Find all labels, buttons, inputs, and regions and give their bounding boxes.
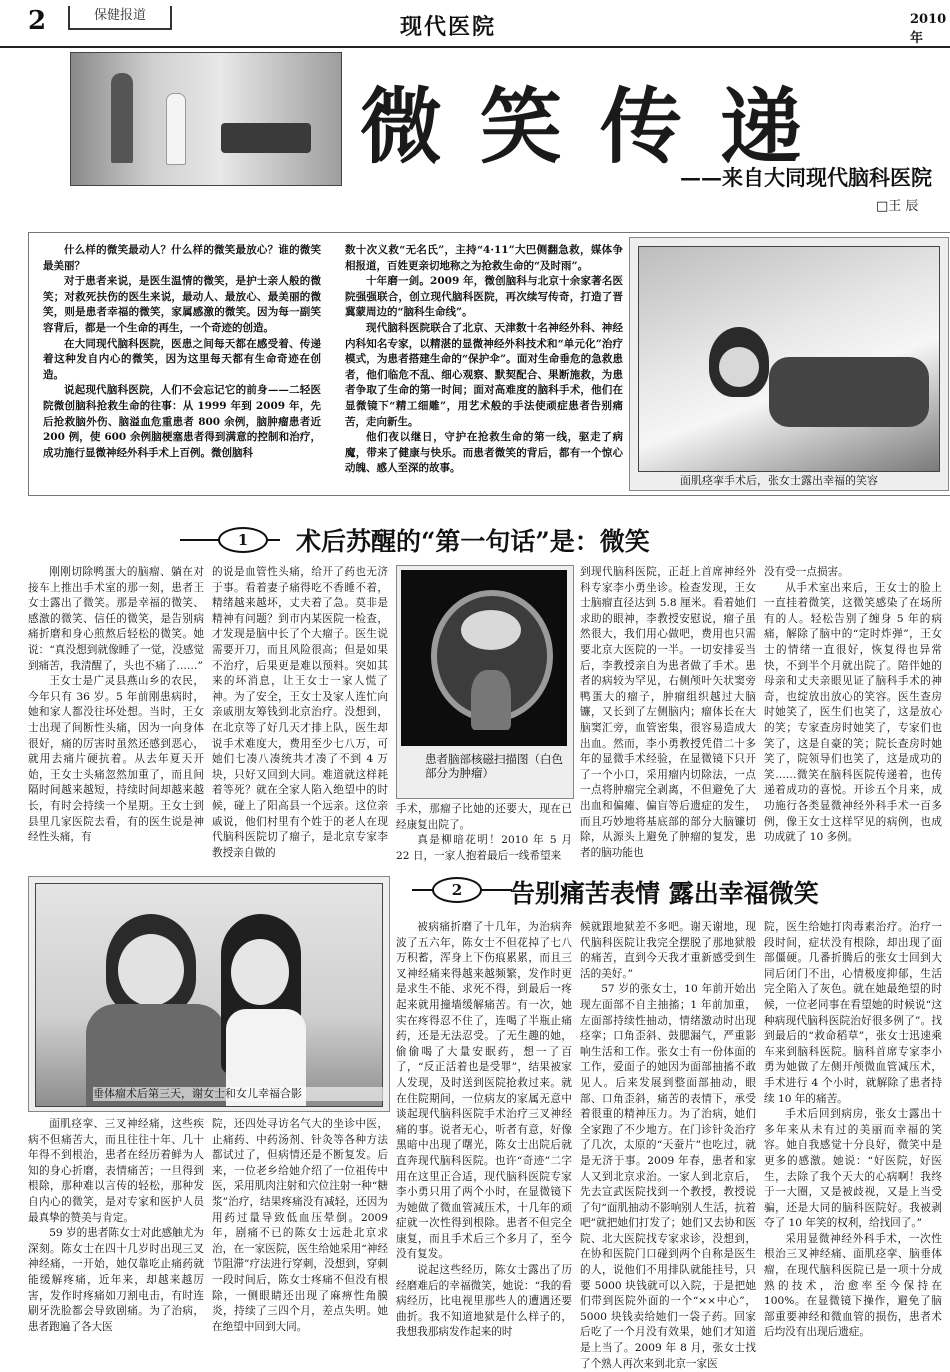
article-author: □王 辰: [876, 199, 919, 214]
section-2-column-5: [764, 920, 942, 1341]
paragraph: 院，还四处寻访名气大的坐诊中医，止痛药、中药汤剂、针灸等各种方法都试过了，但病情还是不断复发。后来，一位老乡给她介绍了一位祖传中医，采用肌肉注射和穴位注射一种“糖浆”治疗，结果疼痛没有减轻，还因为用药过量导致低血压晕倒。2009 年，剧痛不已的陈女士远赴北京求治，在一家医院，医生给她采用“神经节阻滞”疗法进行穿刺，没想到，穿刺一段时间后，陈女士疼痛不但没有根除，一侧眼睛还出现了麻痹性角膜炎，持续了三四个月，差点失明。她在绝望中回到大同。: [212, 1118, 388, 1333]
intro-paragraph: 十年磨一剑。2009 年，微创脑科与北京十余家著名医院强强联合，创立现代脑科医院，再次续写传奇，打造了晋冀蒙周边的“脑科生命线”。: [345, 275, 623, 319]
intro-paragraph: 对于患者来说，是医生温情的微笑，是护士亲人般的微笑；对救死扶伤的医生来说，最动人、最放心、最美丽的微笑，则是患者幸福的微笑，家属感激的微笑。因为每一副笑容背后，都是一个生命的再生，一个奇迹的创造。: [43, 275, 321, 334]
section-1-column-4: [580, 565, 756, 861]
intro-paragraph: 他们夜以继日，守护在抢救生命的第一线，驱走了病魔，带来了健康与快乐。而患者微笑的背后，都有一个惊心动魄、感人至深的故事。: [345, 431, 623, 475]
intro-box: [28, 232, 950, 496]
patient-photo-frame: [629, 237, 949, 491]
section-1-title: 术后苏醒的“第一句话”是：微笑: [296, 527, 650, 556]
paragraph: 没有受一点损害。: [764, 566, 849, 578]
section-tag: 保健报道: [68, 6, 172, 30]
section-1-column-5: [764, 565, 942, 846]
mother-daughter-photo: [35, 883, 383, 1107]
section-2-number: 2: [432, 877, 482, 903]
intro-column-1: [43, 243, 321, 461]
paragraph: 候就跟地狱差不多吧。谢天谢地，现代脑科医院让我完全摆脱了那地狱般的痛苦，直到今天我才重新感受到生活的美好。”: [580, 921, 756, 980]
paragraph: 手术后回到病房，张女士露出十多年来从未有过的美丽而幸福的笑容。她自我感觉十分良好，微笑中是更多的感激。她说：“好医院，好医生，去除了我个天大的心病啊！我终于一大圈，又是被歧视，又是上当受骗，还是大同的脑科医院好。我被剥夺了 10 年笑的权利，给找回了。”: [764, 1108, 942, 1230]
header-rule: [0, 46, 950, 48]
article-subtitle: ——来自大同现代脑科医院: [680, 165, 932, 190]
section-1-number: 1: [218, 527, 268, 553]
mri-frame: [396, 565, 574, 799]
top-photo-caption: 面肌痉挛手术后，张女士露出幸福的笑容: [680, 474, 878, 487]
paragraph: 57 岁的张女士，10 年前开始出现左面部不自主抽搐；1 年前加重，左面部持续性抽动，情绪激动时出现痉挛；口角歪斜、鼓腮漏气，严重影响生活和工作。张女士有一份体面的工作，爱面子的她因为面部抽搐不敢见人。后来发展到整面部抽动，眼部、口角歪斜，痛苦的表情下，承受着很重的精神压力。为了治病，她们全家跑了不少地方。在门诊针灸治疗了几次，太原的“天蚕片”也吃过，就是无济于事。2009 年春，患者和家人又到北京求治。一家人到北京后，先去宣武医院找到一个教授，教授说了句“面肌抽动不影响别人生活，抗着吧”就把她们打发了；她们又去协和医院、北大医院找专家求诊，没想到，在协和医院门口碰到两个自称是医生的人，说他们不用排队就能挂号，只要 5000 块钱就可以入院，于是把她们带到医院外面的一个“××中心”，5000 块钱卖给她们一袋子药。回家后吃了一个月没有效果，她们才知道是上当了。2009 年 8 月，张女士找了个熟人再次来到北京一家医: [580, 983, 756, 1370]
section-2-title: 告别痛苦表情 露出幸福微笑: [510, 879, 819, 908]
paragraph: 到现代脑科医院，正赶上首席神经外科专家李小勇坐诊。检查发现，王女士脑瘤直径达到 5.8 厘米。看着她们求助的眼神，李教授安慰说，瘤子虽然很大，我们用心做吧，费用也只需要北京大医院的一半。一切安排妥当后，李教授亲自为患者做了手术。患者的病较为罕见，右侧颅叶矢状窦旁鸭蛋大的瘤子，肿瘤组织越过大脑镰，又长到了左侧脑内；瘤体长在大脑窦汇旁，血管密集，很容易造成大出血。然而，李小勇教授凭借二十多年的显微手术经验，在显微镜下只开了一个小口，采用瘤内切除法，一点一点将肿瘤完全剥离，不但避免了大出血和偏瘫、偏盲等后遗症的发生，而且巧妙地将基底部的部分大脑镰切除，从源头上避免了肿瘤的复发，患者的脑功能也: [580, 566, 756, 859]
patient-in-bed-photo: [638, 246, 940, 472]
section-1-column-3: [396, 802, 572, 864]
paragraph: 刚刚切除鸭蛋大的脑瘤、躺在对接车上推出手术室的那一刻，患者王女士露出了微笑。那是幸福的微笑、感激的微笑、信任的微笑，是告别病痛折磨和身心煎熬后轻松的微笑。她说：“真没想到就像睡了一觉，没感觉到痛苦，我清醒了，头也不痛了……”: [28, 566, 204, 672]
intro-paragraph: 现代脑科医院联合了北京、天津数十名神经外科、神经内科知名专家，以精湛的显微神经外科技术和“单元化”治疗模式，为患者搭建生命的“保护伞”。面对生命垂危的急救患者，他们临危不乱、细心观察、默契配合、果断施救，为患者争取了生命的第一时间；面对高难度的脑科手术，他们在显微镜下“精工细雕”，用艺术般的手法使顽症患者告别痛苦，走向新生。: [345, 321, 623, 428]
paragraph: 手术，那瘤子比她的还要大，现在已经康复出院了。: [396, 803, 572, 831]
section-2-column-3: [396, 920, 572, 1341]
section-2-column-1: [28, 1117, 204, 1335]
article-title: 微笑传递: [360, 79, 841, 175]
paragraph: 采用显微神经外科手术，一次性根治三叉神经痛、面肌痉挛、脑垂体瘤，在现代脑科医院已是一项十分成熟的技术，治愈率至今保持在 100%。在显微镜下操作，避免了脑部重要神经和微血管的损伤，患者术后均没有出现后遗症。: [764, 1232, 942, 1339]
paper-name: 现代医院: [400, 14, 497, 40]
intro-paragraph: 说起现代脑科医院，人们不会忘记它的前身——二轻医院微创脑科抢救生命的往事：从 1999 年到 2009 年，先后抢救脑外伤、脑溢血危重患者 800 余例，脑肿瘤患者近 200 例，使 600 余例脑梗塞患者得到满意的控制和治疗，成功施行显微神经外科手术上百例。微创脑科: [43, 384, 321, 459]
mother-daughter-photo-frame: [28, 876, 390, 1112]
section-2-column-4: [580, 920, 756, 1372]
section-1-column-2: [212, 565, 388, 861]
paragraph: 院，医生给她打肉毒素治疗。治疗一段时间，症状没有根除，却出现了面部僵硬。几番折腾后的张女士回到大同后闭门不出，心情极度抑郁，生活完全陷入了灰色。就在她最绝望的时候，一位老同事在看望她的时候说“这种病现代脑科医院治好很多例了”。找到最后的“救命稻草”，张女士迅速乘车来到脑科医院。脑科首席专家李小勇为她做了左侧开颅微血管减压术，手术进行 4 个小时，就解除了患者持续 10 年的痛苦。: [764, 921, 942, 1105]
mri-scan-image: [401, 570, 567, 746]
paragraph: 面肌痉挛、三叉神经痛，这些疾病不但痛苦大，而且往往十年、几十年得不到根治，患者在经历着鲜为人知的身心折磨，表情痛苦；一旦得到根除，那种难以言传的轻松，那种发自内心的微笑，是对专家和医护人员最真挚的赞美与肯定。: [28, 1118, 204, 1224]
paragraph: 的说是血管性头痛，给开了药也无济于事。看着妻子痛得吃不香睡不着，精绪越来越坏，丈夫着了急。莫非是精神有问题？到市内某医院一检查，才发现是脑中长了个大瘤子。医生说需要开刀，而且风险很高；但是如果不治疗，后果更是难以预料。突如其来的坏消息，让王女士一家人慌了神。为了安全，王女士及家人连忙向亲戚朋友筹钱到北京治疗。没想到，在北京等了好几天才排上队，医生却说手术难度大，费用至少七八万，可她们七凑八凑统共才凑了不到 4 万块，只好又回到大同。难道就这样耗着等死？就在全家人陷入绝望中的时候，碰上了阳高县一个远亲。这位亲戚说，他们村里有个姓于的老人在现代脑科医院切了瘤子，是北京专家李教授亲自做的: [212, 566, 388, 859]
page-number: 2: [28, 6, 47, 36]
section-1-column-1: [28, 565, 204, 846]
section-2-column-2: [212, 1117, 388, 1335]
paragraph: 被病痛折磨了十几年，为治病奔波了五六年，陈女士不但花掉了七八万积蓄，浑身上下伤痕累累，而且三叉神经痛来得越来越频繁，发作时更是求生不能、求死不得，到最后一疼起来就用撞墙缓解痛苦。有一次，她实在疼得忍不住了，连喝了半瓶止痛药，还是无法忍受。了无生趣的她，偷偷喝了大量安眠药，想一了百了，“反正活着也是受罪”，结果被家人发现，及时送到医院抢救过来。就在住院期间，一位病友的家属无意中谈起现代脑科医院手术治疗三叉神经痛的事。说者无心，听者有意，好像黑暗中出现了曙光，陈女士出院后就直奔现代脑科医院。也许“奇迹”二字用在这里正合适，现代脑科医院专家李小勇只用了两个小时，在显微镜下为她做了微血管减压术，十几年的顽症就一次性得到根除。患者不但完全康复，而且手术后三个多月了，至今没有复发。: [396, 921, 572, 1261]
paragraph: 说起这些经历，陈女士露出了历经磨难后的幸福微笑，她说：“我的看病经历，比电视里那些人的遭遇还要曲折。我不知道地狱是什么样子的，我想我那病发作起来的时: [396, 1264, 572, 1339]
issue-date: 2010 年: [910, 12, 947, 46]
paragraph: 真是柳暗花明！2010 年 5 月 22 日，一家人抱着最后一线希望来: [396, 834, 572, 862]
intro-paragraph: 数十次义救“无名氏”，主持“4·11”大巴侧翻急救，媒体争相报道，百姓更亲切地称之为抢救生命的“及时雨”。: [345, 244, 623, 272]
intro-column-2: [345, 243, 623, 477]
paragraph: 59 岁的患者陈女士对此感触尤为深刻。陈女士在四十几岁时出现三叉神经痛，一开始，她仅靠吃止痛药就能缓解疼痛，近年来，却越来越厉害，发作时疼痛如刀割电击，有时连刷牙洗脸都会导致剧痛。为了治病，患者跑遍了各大医: [28, 1227, 204, 1333]
paragraph: 王女士是广灵县燕山乡的农民，今年只有 36 岁。5 年前刚患病时，她和家人都没往坏处想。当时，王女士出现了间断性头痛，因为一向身体很好，痛的厉害时虽然还感到恶心，就用去痛片硬抗着。从去年夏天开始，王女士头痛忽然加重了，而且间隔时间越来越短，持续时间却越来越长，有时会持续一个星期。王女士到县里几家医院去看，有的医生说是神经性头痛，有: [28, 675, 204, 844]
intro-paragraph: 在大同现代脑科医院，医患之间每天都在感受着、传递着这种发自内心的微笑，因为这里每天都有生命奇迹在创造。: [43, 337, 321, 381]
paragraph: 从手术室出来后，王女士的脸上一直挂着微笑，这微笑感染了在场所有的人。轻松告别了缠身 5 年的病痛，解除了脑中的“定时炸弹”，王女士的情绪一直很好，恢复得也异常快，不到半个月就出院了。陪伴她的母亲和丈夫亲眼见证了脑科手术的神奇，也绽放出放心的笑容。医生查房时她笑了，医生们也笑了，这是放心的笑；专家查房时她笑了，专家们也笑了，这是自豪的笑；院长查房时她笑了，院领导们也笑了，这是成功的笑……微笑在脑科医院传递着，也传递着成功的喜悦。开诊五个月来，成功施行各类显微神经外科手术一百多例，像王女士这样罕见的病例，也成功成就了 10 多例。: [764, 581, 942, 844]
hospital-corridor-photo: [70, 52, 342, 186]
mother-daughter-caption: 垂体瘤术后第三天，谢女士和女儿幸福合影: [93, 1087, 383, 1101]
intro-paragraph: 什么样的微笑最动人？什么样的微笑最放心？谁的微笑最美丽？: [43, 244, 321, 272]
mri-caption: 患者脑部核磁扫描图（白色部分为肿瘤）: [425, 752, 563, 780]
